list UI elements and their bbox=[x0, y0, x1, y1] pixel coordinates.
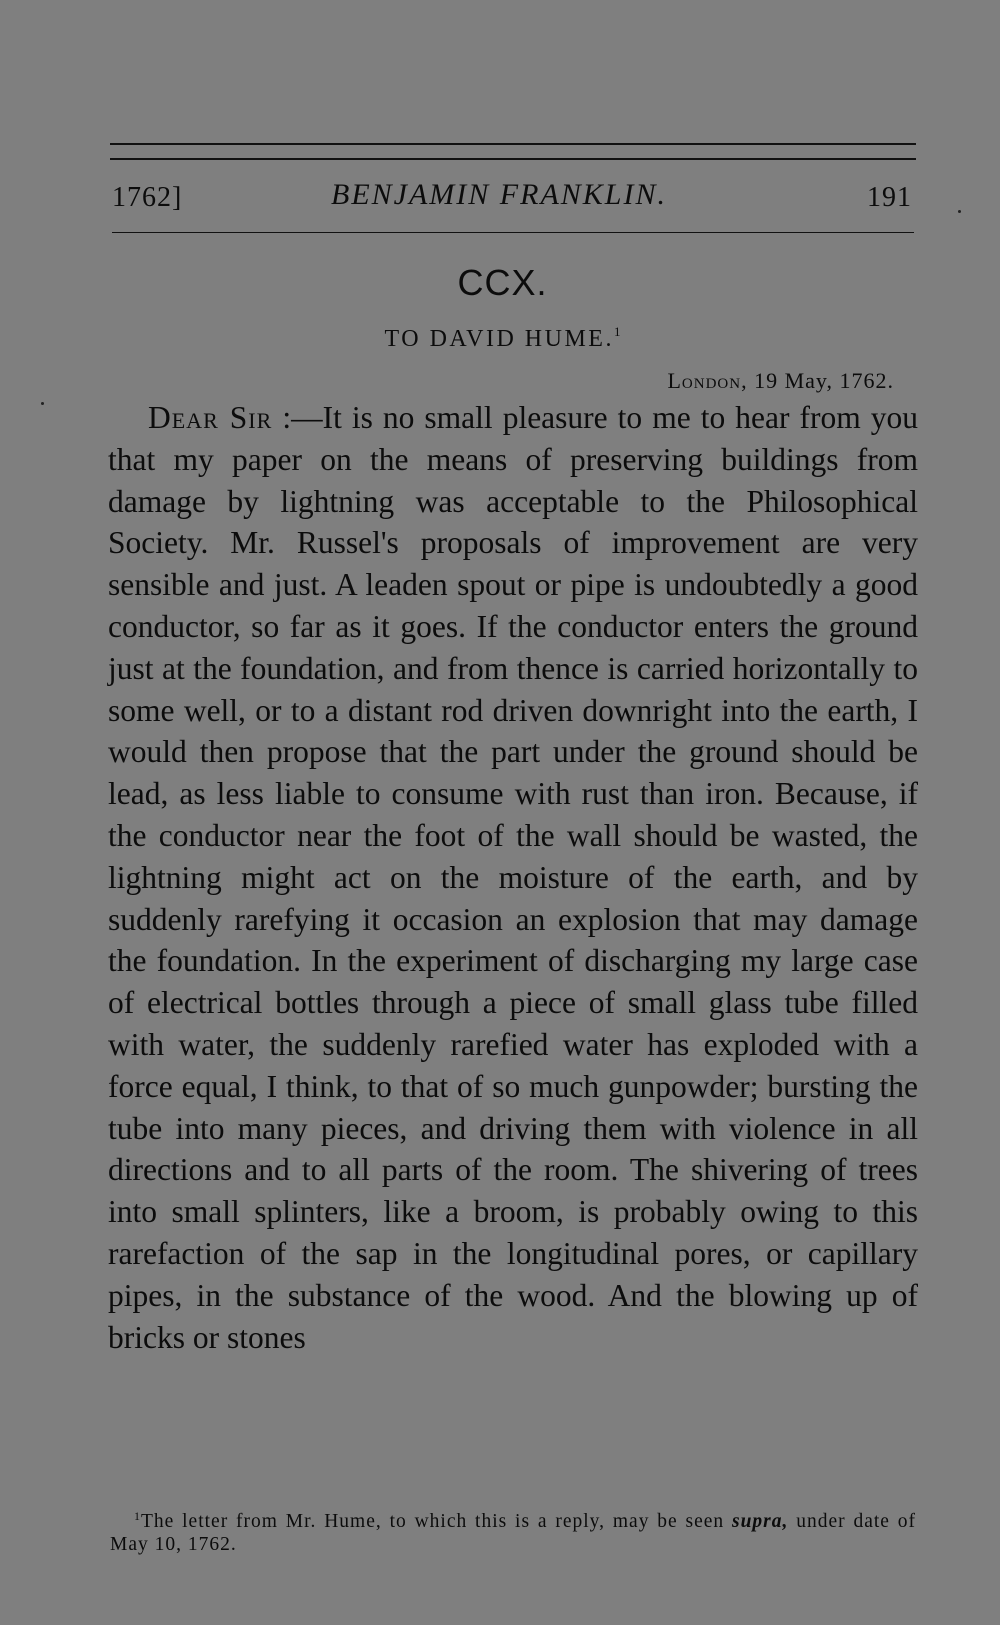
letter-body bbox=[108, 397, 918, 1358]
dateline-date: 19 May, 1762. bbox=[754, 368, 894, 393]
letter-number: CCX. bbox=[457, 262, 548, 303]
top-rule-outer bbox=[110, 143, 916, 145]
running-head-year: 1762] bbox=[112, 182, 183, 213]
footnote-marker: 1 bbox=[134, 1509, 141, 1523]
dateline-place: London, bbox=[667, 368, 748, 393]
footnote-emphasis: supra, bbox=[731, 1511, 789, 1532]
head-rule bbox=[112, 232, 914, 233]
page-number: 191 bbox=[867, 182, 912, 213]
footnote-text-end: under date of May 10, 1762. bbox=[110, 1511, 916, 1555]
running-head-title: BENJAMIN FRANKLIN. bbox=[331, 178, 667, 211]
footnote-reference: 1 bbox=[613, 324, 621, 339]
letter-body-text: :—It is no small pleasure to me to hear from you that my paper on the means of preserving buildings from damage by lightning was acceptable to the Philosophical Society. Mr. Russel's proposals of improvement are very sensible and just. A leaden spout or pipe is undoubtedly a good conductor, so far as it goes. If the conductor enters the ground just at the foundation, and from thence is carried horizontally to some well, or to a distant rod driven downright into the earth, I would then propose that the part under the ground should be lead, as less liable to consume with rust than iron. Because, if the conductor near the foot of the wall should be wasted, the lightning might act on the moisture of the earth, and by suddenly rarefying it occasion an explosion that may damage the foundation. In the experiment of discharging my large case of electrical bottles through a piece of small glass tube filled with water, the suddenly rarefied water has exploded with a force equal, I think, to that of so much gunpowder; bursting the tube into many pieces, and driving them with violence in all directions and to all parts of the room. The shivering of trees into small splinters, like a broom, is probably owing to this rarefaction of the sap in the longitudinal pores, or capillary pipes, in the substance of the wood. And the blowing up of bricks or stones bbox=[108, 400, 918, 1355]
scan-speck bbox=[41, 402, 44, 405]
running-head bbox=[110, 178, 916, 218]
footnote-text-start: The letter from Mr. Hume, to which this is a reply, may be seen bbox=[141, 1511, 732, 1532]
addressee-text: TO DAVID HUME. bbox=[384, 326, 614, 352]
letter-addressee bbox=[0, 324, 1000, 353]
scan-speck bbox=[958, 210, 961, 213]
salutation: Dear Sir bbox=[148, 400, 273, 435]
top-rule-inner bbox=[110, 158, 916, 160]
footnote bbox=[110, 1505, 916, 1556]
letter-dateline bbox=[667, 368, 894, 394]
